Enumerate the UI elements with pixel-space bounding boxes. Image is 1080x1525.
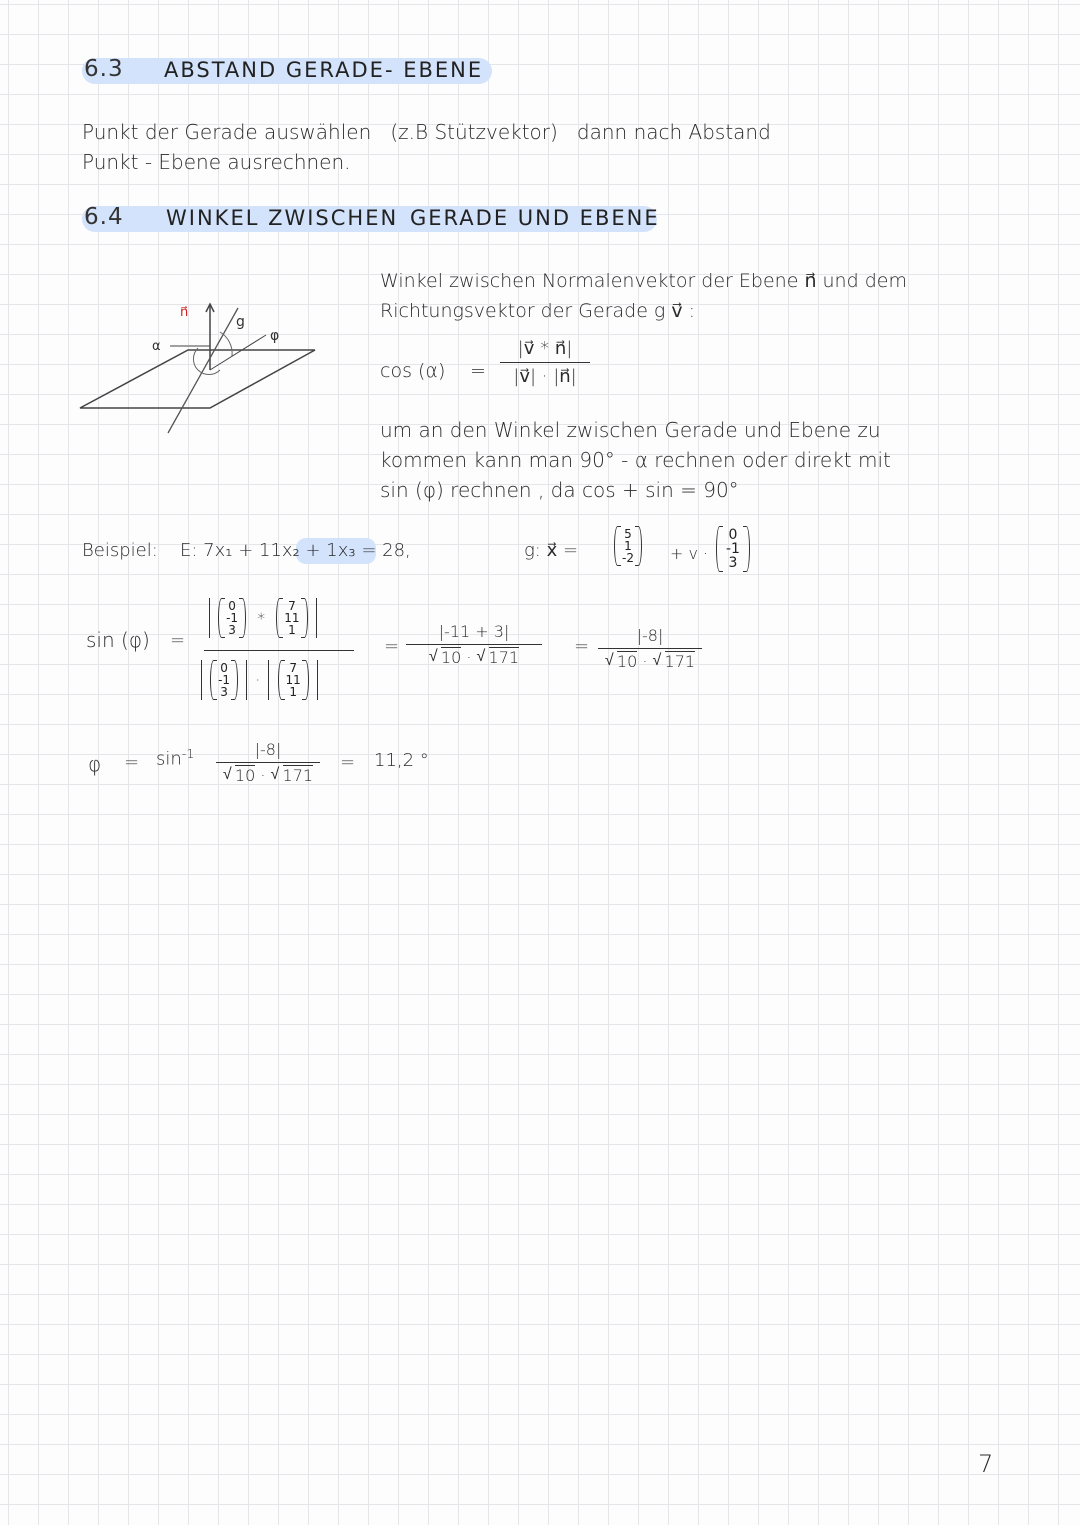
step1-numerator: 0 -1 3 * 7 11 1 [206, 598, 320, 638]
equals: = [574, 636, 590, 657]
equals: = [124, 752, 140, 773]
section-6-4-heading [78, 206, 663, 234]
line-prefix: g: x⃗ = [524, 540, 579, 561]
alpha-label: α [152, 339, 161, 354]
text-line: Punkt der Gerade auswählen (z.B Stützvektor) dann nach Abstand [82, 120, 771, 144]
plus-v: + v · [670, 544, 709, 563]
phi-label: φ [270, 328, 280, 344]
sin-lhs: sin (φ) [86, 628, 150, 652]
page-number: 7 [978, 1450, 994, 1478]
line-label: g [236, 314, 245, 330]
text-line: um an den Winkel zwischen Gerade und Ebene zu [380, 418, 881, 442]
support-vector: 5 1 -2 [614, 528, 642, 564]
plane-line-sketch [70, 290, 330, 440]
text-line: Winkel zwischen Normalenvektor der Ebene n⃗ und dem [380, 270, 907, 292]
text-line: Richtungsvektor der Gerade g v⃗ : [380, 300, 696, 322]
normal-label: n⃗ [180, 305, 189, 320]
plane-equation: E: 7x₁ + 11x₂ + 1x₃ = 28, [180, 540, 411, 561]
section-title-a: WINKEL ZWISCHEN [166, 206, 399, 230]
equals: = [340, 752, 356, 773]
equals: = [470, 360, 486, 382]
arcsin: $\sin^{-1}$ [156, 746, 195, 770]
section-title: ABSTAND GERADE- EBENE [164, 58, 484, 82]
equals: = [384, 636, 400, 657]
result: 11,2 ° [374, 750, 429, 771]
step3-fraction: |-8| √ 10 · √ 171 [598, 626, 702, 671]
equals: = [170, 630, 186, 651]
text-line: Punkt - Ebene ausrechnen. [82, 150, 351, 174]
section-number: 6.3 [84, 56, 124, 82]
cos-lhs: cos (α) [380, 360, 446, 382]
step2-fraction: |-11 + 3| √ 10 · √ 171 [406, 622, 542, 667]
section-title-b: GERADE UND EBENE [410, 206, 660, 230]
section-6-3-heading [78, 58, 498, 86]
text-line: kommen kann man 90° - α rechnen oder direkt mit [380, 448, 891, 472]
step4-fraction: |-8| √ 10 · √ 171 [216, 740, 320, 785]
step1-denominator: 0 -1 3 · 7 11 1 [198, 660, 321, 700]
phi-lhs: φ [88, 752, 102, 776]
text-line: sin (φ) rechnen , da cos + sin = 90° [380, 478, 739, 502]
example-label: Beispiel: [82, 540, 158, 561]
section-number: 6.4 [84, 204, 124, 230]
cos-fraction: |v⃗ * n⃗| |v⃗| · |n⃗| [500, 338, 590, 387]
direction-vector: 0 -1 3 [716, 528, 750, 570]
